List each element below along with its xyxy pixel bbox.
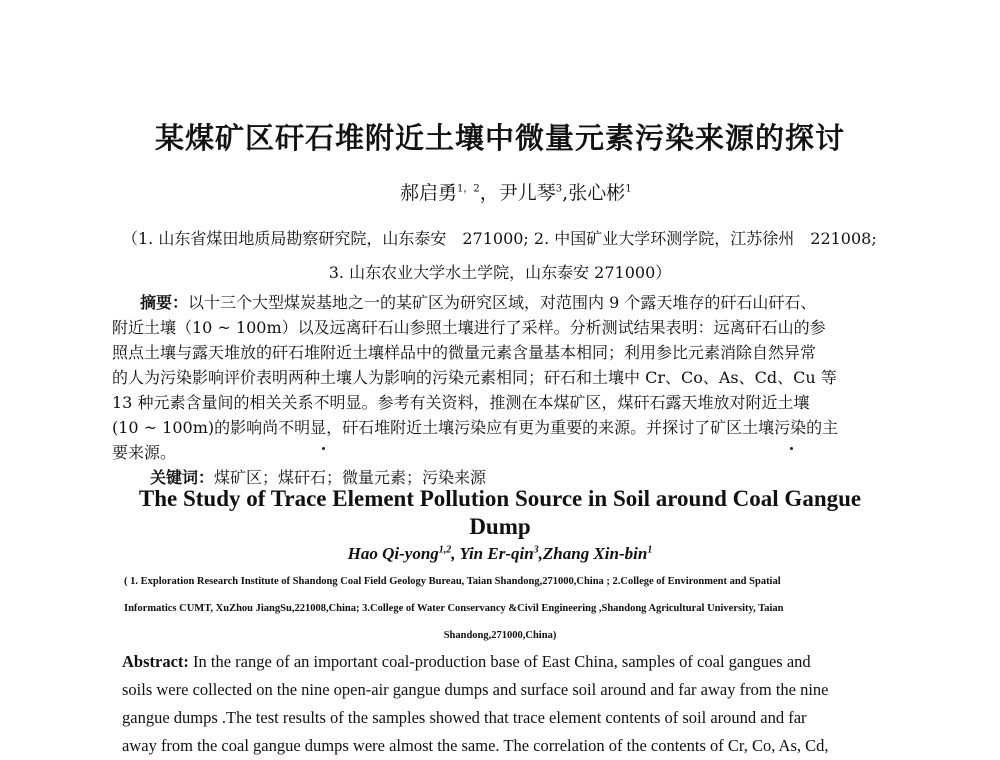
paper-title-en-line-1: The Study of Trace Element Pollution Source in Soil around Coal Gangue (138, 486, 862, 511)
author-2-cn-sup: 3 (555, 183, 563, 195)
abstract-en-label: Abstract: (122, 652, 189, 671)
keywords-cn-label: 关键词： (150, 468, 215, 487)
abstract-en-line-1 (122, 652, 811, 672)
author-3-en-sup: 1 (647, 544, 653, 556)
abstract-cn-text-1: 以十三个大型煤炭基地之一的某矿区为研究区域，对范围内 9 个露天堆存的矸石山矸石、 (188, 293, 817, 312)
affiliation-en-line-2: Informatics CUMT, XuZhou JiangSu,221008,China; 3.College of Water Conservancy &Civil Engineering ,Shandong Agricultural University, Taian (124, 603, 784, 614)
author-3-cn-sup: 1 (625, 183, 632, 195)
author-sep-2-cn: , (562, 182, 569, 204)
abstract-cn-line-7: 要来源。 (112, 443, 177, 462)
author-2-cn: 尹儿琴 (498, 182, 556, 204)
affiliation-cn-line-1: （1. 山东省煤田地质局勘察研究院，山东泰安 271000; 2. 中国矿业大学环测学院，江苏徐州 221008; (122, 229, 877, 248)
affiliation-en-line-3: Shandong,271000,China) (443, 630, 557, 641)
author-2-en: Yin Er-qin (459, 544, 534, 563)
author-sep-1-en: , (451, 544, 460, 563)
scan-speck (322, 447, 325, 450)
authors-en (0, 544, 1000, 564)
abstract-cn-line-4: 的人为污染影响评价表明两种土壤人为影响的污染元素相同；矸石和土壤中 Cr、Co、As、Cd、Cu 等 (112, 368, 837, 387)
paper-title-en-line-2: Dump (469, 514, 531, 539)
abstract-en-text-1: In the range of an important coal-production base of East China, samples of coal gangues and (188, 652, 811, 671)
keywords-cn (150, 465, 486, 488)
author-3-en: Zhang Xin-bin (542, 544, 648, 563)
affiliation-cn-line-2: 3. 山东农业大学水土学院，山东泰安 271000） (328, 263, 672, 282)
author-1-cn: 郝启勇 (400, 182, 458, 204)
abstract-cn-label: 摘要： (140, 293, 189, 312)
abstract-en-line-2: soils were collected on the nine open-air gangue dumps and surface soil around and far away from the nine (122, 680, 829, 699)
author-3-cn: 张心彬 (568, 182, 626, 204)
paper-title-cn: 某煤矿区矸石堆附近土壤中微量元素污染来源的探讨 (154, 121, 845, 155)
author-1-en-sup: 1,2 (438, 544, 452, 556)
author-sep-2-en: , (538, 544, 543, 563)
author-1-cn-sup: 1，2 (457, 183, 480, 195)
abstract-cn-line-6: (10 ~ 100m)的影响尚不明显，矸石堆附近土壤污染应有更为重要的来源。并探讨了矿区土壤污染的主 (112, 418, 839, 437)
scan-speck (790, 447, 793, 450)
abstract-en-line-3: gangue dumps .The test results of the samples showed that trace element contents of soil around and far (122, 708, 807, 727)
abstract-en-line-4: away from the coal gangue dumps were almost the same. The correlation of the contents of Cr, Co, As, Cd, (122, 736, 829, 755)
affiliation-en-line-1: ( 1. Exploration Research Institute of Shandong Coal Field Geology Bureau, Taian Shandong,271000,China ; 2.College of Environment and Spatial (124, 576, 781, 587)
abstract-cn-line-2: 附近土壤（10 ~ 100m）以及远离矸石山参照土壤进行了采样。分析测试结果表明：远离矸石山的参 (112, 318, 826, 337)
author-2-en-sup: 3 (533, 544, 539, 556)
abstract-cn-line-5: 13 种元素含量间的相关关系不明显。参考有关资料，推测在本煤矿区，煤矸石露天堆放对附近土壤 (112, 393, 810, 412)
abstract-cn-line-3: 照点土壤与露天堆放的矸石堆附近土壤样品中的微量元素含量基本相同；利用参比元素消除自然异常 (112, 343, 817, 362)
author-1-en: Hao Qi-yong (347, 544, 439, 563)
authors-cn (400, 178, 632, 205)
abstract-cn-line-1 (140, 290, 816, 313)
author-sep-1-cn: ， (479, 182, 499, 204)
keywords-cn-text: 煤矿区；煤矸石；微量元素；污染来源 (214, 468, 487, 487)
